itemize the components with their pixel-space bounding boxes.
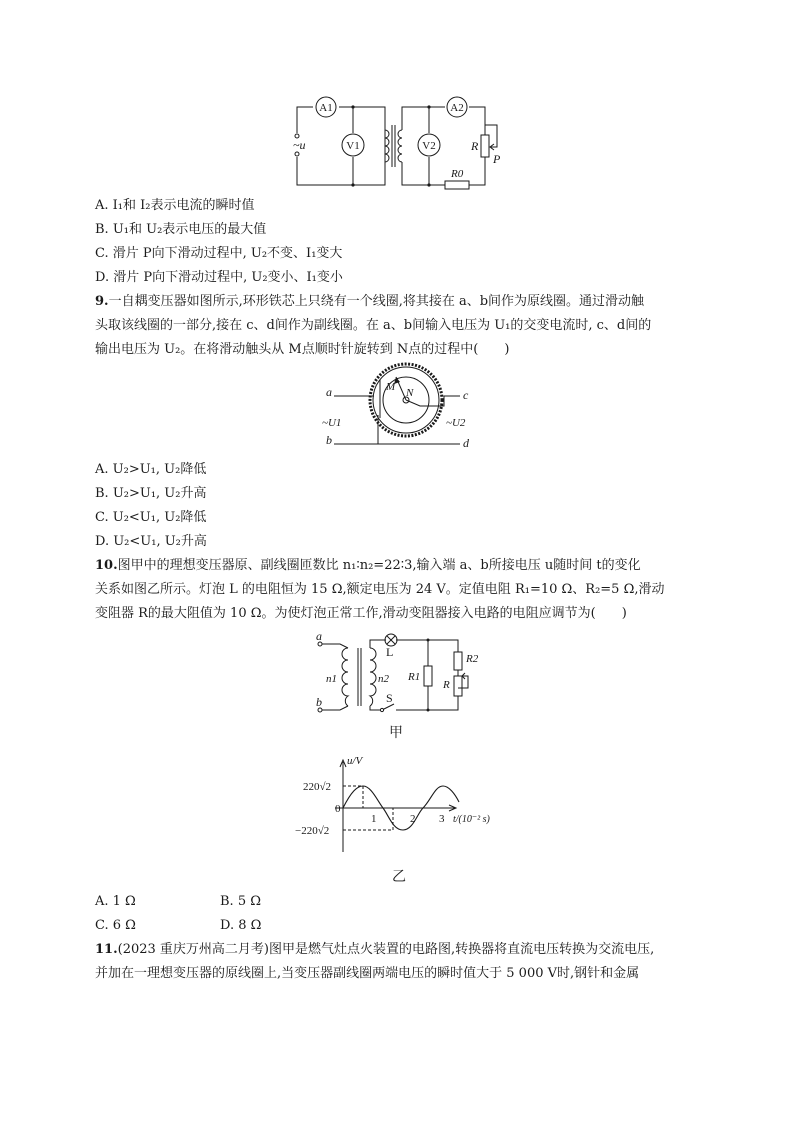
q9-autotransformer-figure [320,360,480,455]
tick-ymax-label: 220√2 [303,781,332,793]
ammeter-a2-label: A2 [450,102,464,114]
coil-n1-label: n1 [326,673,337,685]
voltmeter-v1-label: V1 [346,140,360,152]
resistor-r1-label: R1 [408,671,421,683]
axis-u-label: u/V [347,755,363,767]
tick-ymin-label: −220√2 [295,825,330,837]
resistor-r-label: R [471,139,479,153]
q10-option-b: B. 5 Ω [220,894,261,909]
q10-option-d: D. 8 Ω [220,918,262,933]
q10-stem-line-3: 变阻器 R的最大阻值为 10 Ω。为使灯泡正常工作,滑动变阻器接入电路的电阻应调节为( ) [95,606,627,621]
q9-number: 9. [95,294,109,309]
q9-stem-line-3: 输出电压为 U₂。在将滑动触头从 M点顺时针旋转到 N点的过程中( ) [95,342,510,357]
origin-label: 0 [335,803,341,815]
q10-number: 10. [95,558,118,573]
q10-options-row-2 [95,917,262,935]
switch-s-label: S [386,691,393,705]
tick-t3-label: 3 [439,813,445,825]
q8-circuit-figure [285,95,525,195]
q8-option-b: B. U₁和 U₂表示电压的最大值 [95,222,267,237]
rheostat-r-label: R [443,679,450,691]
q11-stem-line-1: 11.(2023 重庆万州高二月考)图甲是燃气灶点火装置的电路图,转换器将直流电压转换为交流电压, [95,942,655,957]
lamp-l-label: L [386,645,394,659]
q10-stem-line-1: 10.图甲中的理想变压器原、副线圈匝数比 n₁∶n₂=22∶3,输入端 a、b所接电压 u随时间 t的变化 [95,558,641,573]
terminal-b-label: b [326,433,332,447]
ammeter-a1-label: A1 [319,102,333,114]
q8-option-a: A. I₁和 I₂表示电流的瞬时值 [95,198,255,213]
terminal-d-label: d [463,436,469,450]
q9-option-b: B. U₂>U₁, U₂升高 [95,486,207,501]
resistor-r0-label: R0 [451,168,464,180]
q10-option-a: A. 1 Ω [95,894,136,909]
terminal-c-label: c [463,388,469,402]
q8-option-c: C. 滑片 P向下滑动过程中, U₂不变、I₁变大 [95,246,343,261]
q10-options-row-1 [95,893,261,911]
coil-n2-label: n2 [378,673,389,685]
figure-caption-jia: 甲 [389,725,403,741]
q10-option-c: C. 6 Ω [95,918,136,933]
q8-option-d: D. 滑片 P向下滑动过程中, U₂变小、I₁变小 [95,270,343,285]
axis-t-label: t/(10⁻² s) [453,814,490,825]
q10-stem-line-2: 关系如图乙所示。灯泡 L 的电阻恒为 15 Ω,额定电压为 24 V。定值电阻 R₁=10 Ω、R₂=5 Ω,滑动 [95,582,665,597]
q10-circuit-figure [310,630,490,720]
terminal-b-label: b [316,695,322,709]
figure-caption-yi: 乙 [392,869,406,885]
q9-stem-line-2: 头取该线圈的一部分,接在 c、d间作为副线圈。在 a、b间输入电压为 U₁的交变电流时, c、d间的 [95,318,652,333]
voltage-u1-label: ~U1 [322,417,342,429]
voltmeter-v2-label: V2 [422,140,436,152]
resistor-r2-label: R2 [466,653,479,665]
q10-voltage-graph [295,752,505,862]
slider-p-label: P [493,152,501,166]
q9-option-a: A. U₂>U₁, U₂降低 [95,462,207,477]
terminal-a-label: a [326,385,332,399]
source-u-label: ~u [293,138,306,152]
q9-option-d: D. U₂<U₁, U₂升高 [95,534,207,549]
point-n-label: N [406,387,414,399]
terminal-a-label: a [316,630,322,643]
point-m-label: M [386,381,396,393]
q11-stem-line-2: 并加在一理想变压器的原线圈上,当变压器副线圈两端电压的瞬时值大于 5 000 V时,钢针和金属 [95,966,640,981]
q9-option-c: C. U₂<U₁, U₂降低 [95,510,207,525]
q11-number: 11. [95,942,118,957]
tick-t1-label: 1 [371,813,377,825]
voltage-u2-label: ~U2 [446,417,466,429]
tick-t2-label: 2 [410,813,416,825]
q9-stem-line-1: 9.一自耦变压器如图所示,环形铁芯上只绕有一个线圈,将其接在 a、b间作为原线圈。通过滑动触 [95,294,645,309]
